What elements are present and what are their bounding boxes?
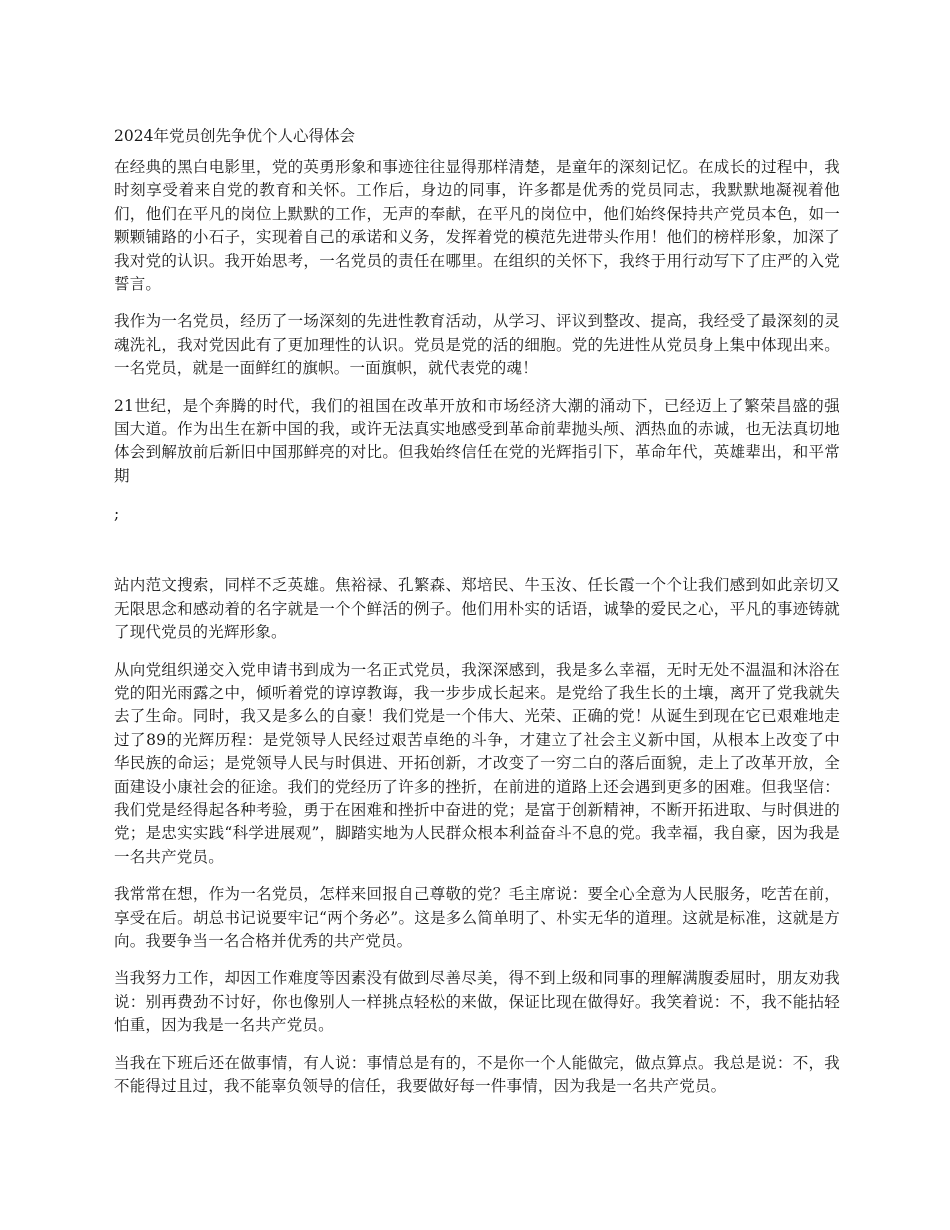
paragraph-7: 当我努力工作，却因工作难度等因素没有做到尽善尽美，得不到上级和同事的理解满腹委屈时，朋友劝我说：别再费劲不讨好，你也像别人一样挑点轻松的来做，保证比现在做得好。我笑着说：不，我不能拈轻怕重，因为我是一名共产党员。 <box>114 969 840 1035</box>
paragraph-3: 21世纪，是个奔腾的时代，我们的祖国在改革开放和市场经济大潮的涌动下，已经迈上了繁荣昌盛的强国大道。作为出生在新中国的我，或许无法真实地感受到革命前辈抛头颅、洒热血的赤诚，也无法真切地体会到解放前后新旧中国那鲜亮的对比。但我始终信任在党的光辉指引下，革命年代，英雄辈出，和平常期 <box>114 396 840 485</box>
paragraph-1: 在经典的黑白电影里，党的英勇形象和事迹往往显得那样清楚，是童年的深刻记忆。在成长的过程中，我时刻享受着来自党的教育和关怀。工作后，身边的同事，许多都是优秀的党员同志，我默默地凝视着他们，他们在平凡的岗位上默默的工作，无声的奉献，在平凡的岗位中，他们始终保持共产党员本色，如一颗颗铺路的小石子，实现着自己的承诺和义务，发挥着党的模范先进带头作用！他们的榜样形象，加深了我对党的认识。我开始思考，一名党员的责任在哪里。在组织的关怀下，我终于用行动写下了庄严的入党誓言。 <box>114 158 840 294</box>
paragraph-4: 站内范文搜索，同样不乏英雄。焦裕禄、孔繁森、郑培民、牛玉汝、任长霞一个个让我们感到如此亲切又无限思念和感动着的名字就是一个个鲜活的例子。他们用朴实的话语，诚挚的爱民之心，平凡的事迹铸就了现代党员的光辉形象。 <box>114 576 840 642</box>
page-gap <box>114 526 840 574</box>
document-title: 2024年党员创先争优个人心得体会 <box>114 127 355 145</box>
separator-text: ; <box>114 505 120 524</box>
paragraph-6: 我常常在想，作为一名党员，怎样来回报自己尊敬的党？毛主席说：要全心全意为人民服务，吃苦在前，享受在后。胡总书记说要牢记“两个务必”。这是多么简单明了、朴实无华的道理。这就是标准，这就是方向。我要争当一名合格并优秀的共产党员。 <box>114 885 840 950</box>
paragraph-8: 当我在下班后还在做事情，有人说：事情总是有的，不是你一个人能做完，做点算点。我总是说：不，我不能得过且过，我不能辜负领导的信任，我要做好每一件事情，因为我是一名共产党员。 <box>114 1053 840 1095</box>
document-page <box>114 124 840 1112</box>
paragraph-2: 我作为一名党员，经历了一场深刻的先进性教育活动，从学习、评议到整改、提高，我经受了最深刻的灵魂洗礼，我对党因此有了更加理性的认识。党员是党的活的细胞。党的先进性从党员身上集中体现出来。一名党员，就是一面鲜红的旗帜。一面旗帜，就代表党的魂！ <box>114 312 840 378</box>
paragraph-5: 从向党组织递交入党申请书到成为一名正式党员，我深深感到，我是多么幸福，无时无处不温温和沐浴在党的阳光雨露之中，倾听着党的谆谆教诲，我一步步成长起来。是党给了我生长的土壤，离开了党我就失去了生命。同时，我又是多么的自豪！我们党是一个伟大、光荣、正确的党！从诞生到现在它已艰难地走过了89的光辉历程：是党领导人民经过艰苦卓绝的斗争，才建立了社会主义新中国，从根本上改变了中华民族的命运；是党领导人民与时俱进、开拓创新，才改变了一穷二白的落后面貌，走上了改革开放，全面建设小康社会的征途。我们的党经历了许多的挫折，在前进的道路上还会遇到更多的困难。但我坚信：我们党是经得起各种考验，勇于在困难和挫折中奋进的党；是富于创新精神，不断开拓进取、与时俱进的党；是忠实实践“科学进展观”，脚踏实地为人民群众根本利益奋斗不息的党。我幸福，我自豪，因为我是一名共产党员。 <box>114 660 840 866</box>
